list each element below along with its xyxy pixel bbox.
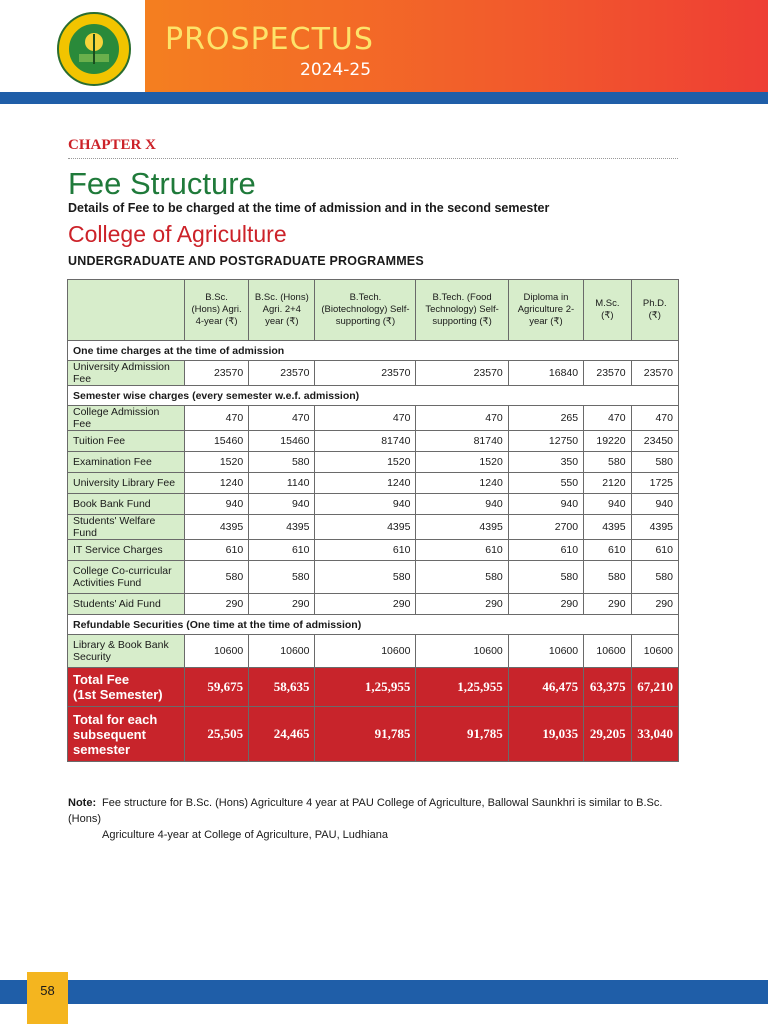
row-label: IT Service Charges <box>68 540 185 561</box>
header-blue-strip <box>0 92 768 104</box>
fee-cell: 940 <box>508 494 583 515</box>
total-cell: 67,210 <box>631 668 678 707</box>
fee-cell: 940 <box>249 494 315 515</box>
table-header-cell: B.Tech. (Biotechnology) Self-supporting (₹) <box>315 280 416 341</box>
fee-cell: 580 <box>584 452 631 473</box>
fee-cell: 610 <box>249 540 315 561</box>
total-cell: 63,375 <box>584 668 631 707</box>
fee-cell: 10600 <box>631 635 678 668</box>
fee-cell: 23570 <box>185 361 249 386</box>
table-section-row <box>68 615 679 635</box>
fee-cell: 610 <box>185 540 249 561</box>
fee-cell: 10600 <box>185 635 249 668</box>
table-row <box>68 473 679 494</box>
fee-cell: 10600 <box>508 635 583 668</box>
row-label: University Library Fee <box>68 473 185 494</box>
header-year: 2024-25 <box>300 60 372 80</box>
fee-cell: 290 <box>315 594 416 615</box>
fee-cell: 580 <box>185 561 249 594</box>
fee-cell: 1520 <box>315 452 416 473</box>
table-header-cell: B.Tech. (Food Technology) Self- supporting (₹) <box>416 280 508 341</box>
fee-cell: 940 <box>584 494 631 515</box>
row-label: Students' Aid Fund <box>68 594 185 615</box>
total-cell: 91,785 <box>416 707 508 762</box>
fee-cell: 580 <box>249 452 315 473</box>
table-header-row <box>68 280 679 341</box>
fee-cell: 10600 <box>315 635 416 668</box>
fee-cell: 1240 <box>185 473 249 494</box>
total-cell: 24,465 <box>249 707 315 762</box>
fee-cell: 1140 <box>249 473 315 494</box>
fee-cell: 470 <box>249 406 315 431</box>
fee-cell: 580 <box>315 561 416 594</box>
fee-cell: 580 <box>249 561 315 594</box>
note-line1: Fee structure for B.Sc. (Hons) Agriculture 4 year at PAU College of Agriculture, Ballowal Saunkhri is similar to B.Sc. (Hons) <box>68 797 663 825</box>
programmes-heading: UNDERGRADUATE AND POSTGRADUATE PROGRAMMES <box>68 254 424 268</box>
page-subtitle: Details of Fee to be charged at the time of admission and in the second semester <box>68 201 550 215</box>
total-subsequent-row <box>68 707 679 762</box>
fee-cell: 470 <box>185 406 249 431</box>
total-cell: 1,25,955 <box>416 668 508 707</box>
table-row <box>68 540 679 561</box>
fee-cell: 350 <box>508 452 583 473</box>
fee-cell: 23450 <box>631 431 678 452</box>
fee-cell: 610 <box>416 540 508 561</box>
fee-cell: 2700 <box>508 515 583 540</box>
fee-cell: 10600 <box>584 635 631 668</box>
total-cell: 25,505 <box>185 707 249 762</box>
fee-cell: 940 <box>416 494 508 515</box>
total-cell: 91,785 <box>315 707 416 762</box>
table-row <box>68 431 679 452</box>
total-label: Total Fee (1st Semester) <box>68 668 185 707</box>
total-cell: 59,675 <box>185 668 249 707</box>
fee-cell: 940 <box>315 494 416 515</box>
row-label: College Co-curricular Activities Fund <box>68 561 185 594</box>
total-cell: 33,040 <box>631 707 678 762</box>
fee-cell: 10600 <box>416 635 508 668</box>
fee-cell: 23570 <box>249 361 315 386</box>
fee-cell: 4395 <box>315 515 416 540</box>
fee-cell: 940 <box>185 494 249 515</box>
fee-cell: 290 <box>416 594 508 615</box>
chapter-label: CHAPTER X <box>68 137 156 153</box>
fee-cell: 940 <box>631 494 678 515</box>
university-logo-icon <box>57 12 131 86</box>
fee-cell: 12750 <box>508 431 583 452</box>
table-row <box>68 515 679 540</box>
fee-cell: 290 <box>631 594 678 615</box>
fee-cell: 81740 <box>315 431 416 452</box>
section-label: Refundable Securities (One time at the time of admission) <box>68 615 679 635</box>
fee-cell: 23570 <box>631 361 678 386</box>
total-first-semester-row <box>68 668 679 707</box>
table-row <box>68 594 679 615</box>
row-label: College Admission Fee <box>68 406 185 431</box>
fee-cell: 290 <box>249 594 315 615</box>
fee-cell: 290 <box>508 594 583 615</box>
fee-cell: 610 <box>584 540 631 561</box>
header-title: PROSPECTUS <box>165 22 374 57</box>
page-number: 58 <box>27 972 68 1024</box>
table-header-cell: B.Sc. (Hons) Agri. 2+4 year (₹) <box>249 280 315 341</box>
section-label: Semester wise charges (every semester w.e.f. admission) <box>68 386 679 406</box>
fee-cell: 1520 <box>185 452 249 473</box>
fee-cell: 290 <box>185 594 249 615</box>
fee-cell: 19220 <box>584 431 631 452</box>
fee-cell: 2120 <box>584 473 631 494</box>
total-cell: 58,635 <box>249 668 315 707</box>
row-label: Library & Book Bank Security <box>68 635 185 668</box>
total-cell: 29,205 <box>584 707 631 762</box>
table-row <box>68 635 679 668</box>
table-header-cell: B.Sc. (Hons) Agri. 4-year (₹) <box>185 280 249 341</box>
table-row <box>68 361 679 386</box>
note-line2: Agriculture 4-year at College of Agriculture, PAU, Ludhiana <box>102 829 388 841</box>
fee-cell: 580 <box>584 561 631 594</box>
fee-cell: 1725 <box>631 473 678 494</box>
total-label-line2: (1st Semester) <box>73 687 163 702</box>
table-header-cell: Diploma in Agriculture 2-year (₹) <box>508 280 583 341</box>
fee-cell: 580 <box>631 561 678 594</box>
fee-cell: 16840 <box>508 361 583 386</box>
table-row <box>68 406 679 431</box>
table-header-cell: M.Sc. (₹) <box>584 280 631 341</box>
fee-cell: 23570 <box>416 361 508 386</box>
total-label: Total for each subsequent semester <box>68 707 185 762</box>
fee-cell: 1520 <box>416 452 508 473</box>
fee-cell: 610 <box>508 540 583 561</box>
fee-cell: 4395 <box>416 515 508 540</box>
total-cell: 46,475 <box>508 668 583 707</box>
row-label: Tuition Fee <box>68 431 185 452</box>
fee-cell: 580 <box>631 452 678 473</box>
fee-cell: 4395 <box>249 515 315 540</box>
fee-cell: 550 <box>508 473 583 494</box>
fee-cell: 1240 <box>416 473 508 494</box>
page-title: Fee Structure <box>68 166 256 201</box>
row-label: Book Bank Fund <box>68 494 185 515</box>
note-label: Note: <box>68 797 97 809</box>
footer-band <box>0 980 768 1004</box>
fee-cell: 15460 <box>249 431 315 452</box>
fee-cell: 15460 <box>185 431 249 452</box>
row-label: Students' Welfare Fund <box>68 515 185 540</box>
fee-cell: 10600 <box>249 635 315 668</box>
fee-cell: 4395 <box>185 515 249 540</box>
fee-cell: 1240 <box>315 473 416 494</box>
fee-cell: 23570 <box>584 361 631 386</box>
fee-cell: 23570 <box>315 361 416 386</box>
table-row <box>68 561 679 594</box>
table-header-cell: Ph.D. (₹) <box>631 280 678 341</box>
college-heading: College of Agriculture <box>68 221 287 247</box>
fee-cell: 470 <box>315 406 416 431</box>
fee-cell: 610 <box>315 540 416 561</box>
table-section-row <box>68 386 679 406</box>
table-row <box>68 494 679 515</box>
section-label: One time charges at the time of admission <box>68 341 679 361</box>
fee-cell: 470 <box>416 406 508 431</box>
divider <box>68 158 678 159</box>
fee-cell: 580 <box>416 561 508 594</box>
row-label: University Admission Fee <box>68 361 185 386</box>
row-label: Examination Fee <box>68 452 185 473</box>
table-row <box>68 452 679 473</box>
fee-cell: 4395 <box>631 515 678 540</box>
table-section-row <box>68 341 679 361</box>
fee-cell: 265 <box>508 406 583 431</box>
fee-cell: 470 <box>584 406 631 431</box>
fee-cell: 470 <box>631 406 678 431</box>
fee-cell: 290 <box>584 594 631 615</box>
fee-table <box>67 279 679 762</box>
table-header-blank <box>68 280 185 341</box>
fee-cell: 81740 <box>416 431 508 452</box>
fee-cell: 580 <box>508 561 583 594</box>
fee-cell: 4395 <box>584 515 631 540</box>
total-cell: 1,25,955 <box>315 668 416 707</box>
fee-cell: 610 <box>631 540 678 561</box>
total-cell: 19,035 <box>508 707 583 762</box>
note <box>68 795 688 843</box>
